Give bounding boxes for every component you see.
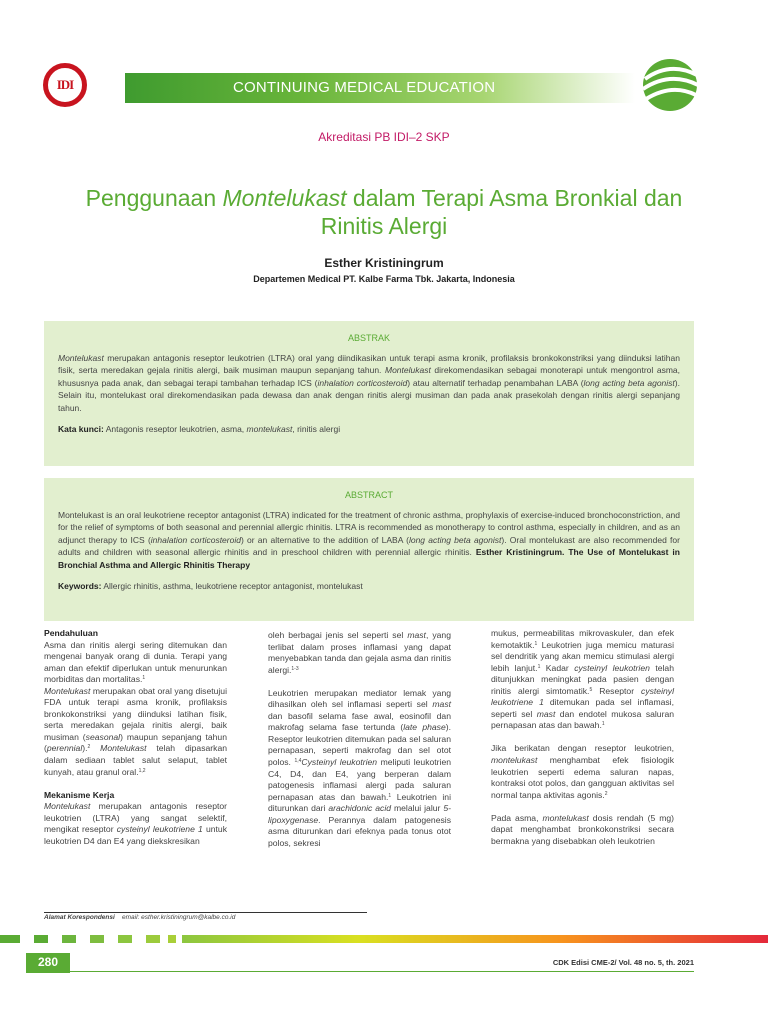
italic-term: cysteinyl leukotrien <box>574 662 650 673</box>
text: merupakan antagonis reseptor leukotrien (LTRA) yang sangat selektif, mengikat reseptor <box>44 801 227 835</box>
keywords-label: Kata kunci: <box>58 424 104 435</box>
correspondence-email: email: esther.kristiningrum@kalbe.co.id <box>122 914 236 921</box>
text: Leukotrien ini diturunkan dari <box>268 791 451 814</box>
text: ) or an alternative to the addition of LABA ( <box>240 534 409 545</box>
reference: 1 <box>601 721 605 728</box>
correspondence-note <box>44 914 235 921</box>
text: menghambat efek fisiologik leukotrien seperti edema saluran napas, kontraksi otot polos, dan gangguan aktivitas sel normal tanpa aktivitas agonis. <box>491 755 674 800</box>
italic-term: perennial <box>46 743 83 754</box>
footer-stripe-block <box>146 935 160 943</box>
paragraph <box>268 688 451 850</box>
text: untuk leukotrien D4 dan E4 yang diekskresikan <box>44 824 227 846</box>
author-affiliation: Departemen Medical PT. Kalbe Farma Tbk. Jakarta, Indonesia <box>253 274 515 284</box>
footer-stripe-block <box>34 935 48 943</box>
italic-term: Montelukast <box>385 365 431 376</box>
footnote-rule <box>44 912 367 913</box>
italic-term: late phase <box>403 722 446 733</box>
article-title <box>60 184 708 240</box>
text: direkomendasikan sebagai monoterapi untuk mengontrol asma, khususnya pada anak, dan sebagai terapi tambahan terhadap ICS ( <box>58 365 680 388</box>
italic-term: Cysteinyl leukotrien <box>301 757 378 768</box>
text: oleh berbagai jenis sel seperti sel <box>268 630 408 640</box>
paragraph <box>491 628 674 732</box>
text: merupakan obat oral yang disetujui FDA untuk terapi asma kronik, profilaksis bronkokonstriksi yang diinduksi latihan fisik, serta meredakan gejala rinitis alergi, baik musiman ( <box>44 685 227 742</box>
text: dosis rendah (5 mg) dapat menghambat bronkokonstriksi secara bermakna yang disebabkan oleh leukotrien <box>491 812 675 846</box>
cdk-globe-logo <box>637 55 702 115</box>
abstract-keywords <box>58 580 680 592</box>
title-italic: Montelukast <box>222 185 347 211</box>
text: , yang terlibat dalam proses inflamasi yang dapat menyebabkan tanda dan gejala asma dan rinitis alergi. <box>268 630 451 675</box>
text: ) maupun sepanjang tahun ( <box>44 731 227 754</box>
abstrak-keywords <box>58 423 680 435</box>
text: . Perannya dalam patogenesis asma diturunkan dari efeknya pada tonus otot polos, sekresi <box>268 814 451 848</box>
abstract-box <box>44 478 694 621</box>
footer-stripe-block <box>168 935 176 943</box>
reference: 1 <box>534 640 538 647</box>
reference: 1 <box>388 792 392 799</box>
reference: 1 <box>142 675 146 682</box>
text: meliputi leukotrien C4, D4, dan E4, yang berperan dalam patogenesis inflamasi alergi pada saluran pernapasan atas dan bawah. <box>268 757 452 802</box>
section-heading: Mekanisme Kerja <box>44 789 115 800</box>
italic-term: mast <box>536 708 556 719</box>
italic-term: seasonal <box>85 731 121 742</box>
italic-term: long acting beta agonist <box>583 377 675 388</box>
italic-term: montelukast <box>246 424 293 435</box>
text: ). <box>82 743 88 754</box>
text: Montelukast is an oral leukotriene receptor antagonist (LTRA) indicated for the treatment of chronic asthma, prophylaxis of exercise-induced bronchoconstriction, and for the relief of symptoms of both seasonal and perennial allergic rhinitis. LTRA is recommended as monotherapy to control asthma, especially in children, and as an adjunct therapy to ICS ( <box>58 510 680 545</box>
text: ). Selain itu, montelukast oral direkomendasikan pada dewasa dan anak dengan rinitis alergi musiman dan pada anak prasekolah dengan rinitis alergi sepanjang tahun. <box>58 377 680 413</box>
italic-term: cysteinyl leukotriene 1 <box>491 685 674 708</box>
abstract-heading: ABSTRACT <box>344 490 393 500</box>
text: Reseptor <box>592 685 642 696</box>
text: , rinitis alergi <box>292 424 341 435</box>
body-column-1 <box>44 628 227 859</box>
paragraph <box>44 640 227 779</box>
reference: 1 <box>537 663 541 670</box>
italic-term: montelukast <box>542 812 589 823</box>
italic-term: arachidonic acid <box>328 803 392 814</box>
journal-citation: CDK Edisi CME-2/ Vol. 48 no. 5, th. 2021 <box>552 958 694 967</box>
text: Leukotrien juga memicu maturasi sel dendritik yang akan memicu stimulasi alergi lebih lanjut. <box>491 639 674 673</box>
italic-term: mast <box>407 630 426 640</box>
footer-rule <box>70 971 694 972</box>
abstrak-heading: ABSTRAK <box>347 333 390 343</box>
italic-term: Montelukast <box>100 743 147 754</box>
keywords-label: Keywords: <box>58 581 102 592</box>
text: ). Reseptor leukotrien ditemukan pada sel saluran pernapasan, seperti makrofag dan sel otot polos. <box>268 722 451 768</box>
paragraph <box>491 813 674 848</box>
text: Antagonis reseptor leukotrien, asma, <box>103 424 247 435</box>
footer-stripe-block <box>62 935 76 943</box>
page-number: 280 <box>37 955 59 969</box>
accreditation-label: Akreditasi PB IDI–2 SKP <box>318 130 450 144</box>
italic-term: Montelukast <box>58 353 104 363</box>
text: Allergic rhinitis, asthma, leukotriene receptor antagonist, montelukast <box>101 581 363 592</box>
paragraph <box>268 630 451 676</box>
footer-stripe-block <box>118 935 132 943</box>
italic-term: long acting beta agonist <box>408 534 502 545</box>
idi-logo-text: IDI <box>56 77 74 92</box>
text: telah ditunjukkan meningkat pada pasien dengan rinitis alergi simtomatik. <box>491 662 674 696</box>
reference: 2 <box>604 790 608 797</box>
italic-term: 5-lipoxygenase <box>268 803 451 825</box>
abstract-text <box>58 509 680 571</box>
paragraph <box>491 743 674 801</box>
abstrak-box <box>44 321 694 466</box>
text: Jika berikatan dengan reseptor leukotrien, <box>491 743 674 754</box>
citation: Esther Kristiningrum. The Use of Montelukast in Bronchial Asthma and Allergic Rhinitis Therapy <box>58 547 680 570</box>
paragraph <box>44 801 227 847</box>
text: Asma dan rinitis alergi sering ditemukan dan mengenai banyak orang di dunia. Terapi yang aman dan efektif diperlukan untuk menurunkan morbiditas dan mortalitas. <box>44 639 227 685</box>
title-part: Penggunaan <box>85 185 223 211</box>
italic-term: inhalation corticosteroid <box>317 377 408 388</box>
italic-term: mast <box>432 699 451 710</box>
cme-banner-title: CONTINUING MEDICAL EDUCATION <box>233 79 496 96</box>
abstrak-text <box>58 352 680 414</box>
reference: 2 <box>87 744 91 751</box>
text: dan basofil selama fase awal, eosinofil dan makrofag selama fase tertunda ( <box>268 710 451 733</box>
reference: 1-3 <box>291 665 299 672</box>
footer-gradient-stripe <box>182 935 768 943</box>
text: ) atau alternatif terhadap penambahan LABA ( <box>407 377 584 388</box>
body-column-2 <box>268 630 451 861</box>
footer-stripe-block <box>0 935 20 943</box>
text: Leukotrien merupakan mediator lemak yang dihasilkan oleh sel inflamasi seperti sel <box>268 687 451 710</box>
correspondence-label: Alamat Korespondensi <box>44 914 115 921</box>
footer-stripe-block <box>90 935 104 943</box>
idi-logo <box>43 63 87 107</box>
body-column-3 <box>491 628 674 859</box>
italic-term: Montelukast <box>44 685 91 696</box>
text: dan endotel mukosa saluran pernapasan atas dan bawah. <box>491 708 675 731</box>
text: telah dipasarkan dalam sediaan tablet salut selaput, tablet kunyah, atau granul oral. <box>44 743 227 777</box>
italic-term: montelukast <box>491 755 538 766</box>
italic-term: inhalation corticosteroid <box>150 534 241 545</box>
section-heading: Pendahuluan <box>44 628 98 638</box>
text: merupakan antagonis reseptor leukotrien (LTRA) oral yang diindikasikan untuk terapi asma kronik, profilaksis bronkokonstriksi yang diinduksi latihan fisik, serta meredakan gejala rinitis alergi, baik musiman maupun sepanjang tahun. <box>58 353 680 376</box>
italic-term: cysteinyl leukotriene 1 <box>116 824 203 835</box>
title-part: dalam Terapi Asma Bronkial dan Rinitis Alergi <box>320 185 683 239</box>
text: Pada asma, <box>491 812 543 823</box>
text: ditemukan pada sel inflamasi, seperti sel <box>491 697 674 719</box>
text: ). Oral montelukast are also recommended for adults and children with seasonal allergic rhinitis and in preschool children with perennial allergic rhinitis. <box>58 534 680 558</box>
author-name: Esther Kristiningrum <box>324 256 444 270</box>
italic-term: Montelukast <box>44 801 91 812</box>
text: melalui jalur <box>391 803 444 814</box>
text: mukus, permeabilitas mikrovaskuler, dan efek kemotaktik. <box>491 628 674 650</box>
reference: 5 <box>589 686 593 693</box>
reference: 1,4 <box>294 758 302 765</box>
text: Kadar <box>540 662 575 673</box>
reference: 1,2 <box>138 767 146 774</box>
